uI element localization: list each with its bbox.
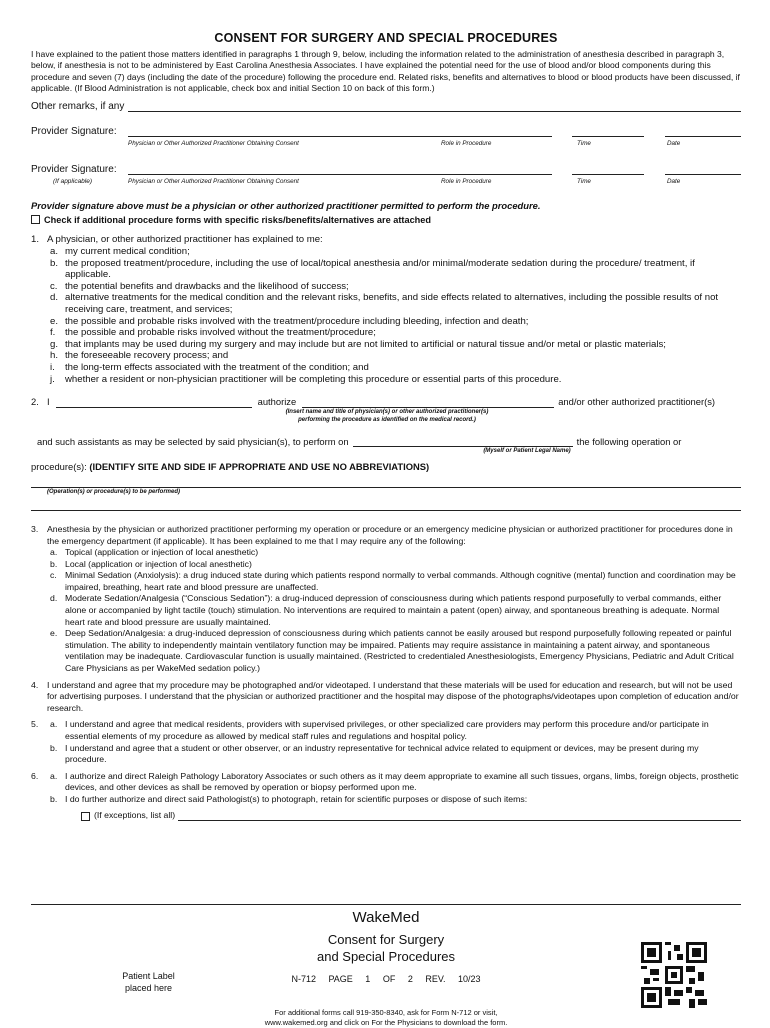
form-title-line-2: and Special Procedures [316,949,456,964]
caption-line-2: performing the procedure as identified on the medical record.) [298,416,476,423]
authorize-row [47,396,741,408]
list-marker: a. [50,719,58,730]
list-item-text: the possible and probable risks involved with the treatment/procedure including bleeding, infection and death; [65,315,529,327]
list-item [50,793,741,806]
section-3-list [47,547,741,675]
qr-code-icon [641,942,707,1008]
list-item-text: that implants may be used during my surgery and may include but are not limited to artificial or natural tissue and/or metal or plastic materials; [65,338,666,350]
intro-paragraph: I have explained to the patient those matters identified in paragraphs 1 through 9, below, including the information related to the administration of anesthesia described in paragraph 3, below, if anesthesia is not to be administered by East Carolina Anesthesia Associates. I have explained the potential need for the use of blood and/or blood components during this procedure and seven (7) days (including the date of the procedure) following the procedure end. Related risks, benefits and alternatives to blood or blood products have been discussed, if applicable. (If Blood Administration is not applicable, check box and initial Section 10 on back of this form.) [31,49,740,94]
list-marker: b. [50,558,58,569]
date-caption-2: Date [667,178,681,186]
consent-form-page [31,30,741,1027]
list-item-text: I understand and agree that a student or other observer, or an industry representative for technical advice related to equipment or devices, may be present during my procedure. [65,742,699,765]
section-4 [31,680,741,715]
list-item [50,350,741,362]
list-marker: a. [50,770,58,781]
provider-signature-1 [31,126,741,156]
physician-name-caption [237,408,537,424]
other-remarks-field[interactable] [128,101,741,112]
list-marker: c. [50,280,58,292]
date-caption: Date [667,140,681,148]
form-title: CONSENT FOR SURGERY AND SPECIAL PROCEDURES [214,31,558,45]
list-item-text: the foreseeable recovery process; and [65,350,229,362]
section-number: 5. [31,719,39,730]
section-1 [31,234,741,385]
additional-forms-checkbox[interactable] [31,215,40,224]
date-field-2[interactable] [665,164,741,175]
list-marker: b. [50,257,59,269]
list-item [50,315,741,328]
following-label: the following operation or [576,435,682,447]
other-remarks-label: Other remarks, if any [31,100,125,112]
provider-note: Provider signature above must be a physician or other authorized practitioner permitted to perform the procedure. [31,200,541,212]
time-caption-2: Time [577,178,591,186]
list-item [50,373,741,386]
procedures-field-1[interactable] [31,477,741,488]
list-item-text: the proposed treatment/procedure, including the use of local/topical anesthesia and/or minimal/moderate sedation during the procedure/ treatment, if applicable. [65,257,695,281]
role-caption: Role in Procedure [441,140,492,148]
list-marker: e. [50,628,58,639]
procedures-field-2[interactable] [31,500,741,511]
brand-name: WakeMed [352,909,420,926]
form-meta: N-712 PAGE 1 OF 2 REV. 10/23 [291,974,481,984]
list-marker: d. [50,292,59,304]
list-item-text: the possible and probable risks involved without the treatment/procedure; [65,327,376,339]
exceptions-checkbox[interactable] [81,812,90,821]
patient-label-line-1: Patient Label [122,971,175,981]
exceptions-field[interactable] [178,810,741,821]
procedures-caption: (Operation(s) or procedure(s) to be performed) [47,488,181,495]
section-number: 2. [31,396,39,408]
list-item-text: alternative treatments for the medical condition and the relevant risks, benefits, and side effects related to alternatives, including the possible results of not receiving care, treatment, and services; [65,292,719,315]
list-item-text: whether a resident or non-physician practitioner will be completing this procedure or essential parts of this procedure. [65,373,562,385]
exceptions-row [81,810,741,822]
list-item [50,361,741,374]
address-line-1: For additional forms call 919-350-8340, ask for Form N-712 or visit, [274,1008,498,1017]
list-marker: f. [50,327,56,339]
list-marker: a. [50,547,58,558]
physician-caption-2: Physician or Other Authorized Practitioner Obtaining Consent [128,178,299,186]
list-item-text: the potential benefits and drawbacks and the likelihood of success; [65,280,349,292]
list-item [50,742,741,766]
address-line-2: www.wakemed.org and click on For the Physicians to download the form. [264,1018,508,1027]
section-number: 4. [31,679,39,690]
date-field[interactable] [665,126,741,137]
section-6-list [47,771,741,806]
list-item-text: Deep Sedation/Analgesia: a drug-induced depression of consciousness during which patients cannot be easily aroused but respond purposefully following repeated or painful stimulation. The ability to independently maintain ventilatory function may be impaired. Patients may require assistance in maintaining a patent airway, and spontaneous ventilation may be inadequate. Cardiovascular function is usually maintained. (Restricted to credentialed Anesthesiologists, Emergency Physicians, Pediatric and Adult Critical Care Physicians as per WakeMed sedation policy.) [65,628,734,674]
section-5 [31,719,741,765]
physician-signature-field-2[interactable] [128,164,552,175]
list-marker: j. [50,373,55,385]
i-label: I [47,396,50,408]
list-item [50,327,741,339]
procedures-row [31,461,741,473]
list-item [50,280,741,293]
patient-label-area [101,970,196,994]
provider-signature-2 [31,164,741,194]
list-item [50,628,741,674]
list-item [50,570,741,593]
form-brand-block [281,908,491,986]
list-item-text: my current medical condition; [65,246,190,257]
provider-signature-label: Provider Signature: [31,126,117,138]
time-field-2[interactable] [572,164,644,175]
myself-field[interactable] [353,436,573,447]
additional-forms-label: Check if additional procedure forms with specific risks/benefits/alternatives are attached [44,214,432,225]
procedures-label: procedure(s): [31,461,87,473]
section-1-lead: A physician, or other authorized practitioner has explained to me: [47,234,323,246]
list-marker: h. [50,350,59,362]
section-4-text: I understand and agree that my procedure may be photographed and/or videotaped. I understand that these materials will be used for education and research, but will not be used for advertising purposes. I understand that the physician or authorized practitioner and the hospital may dispose of the photographs/videotapes upon completion of education and/or research. [47,679,739,713]
list-item [50,246,741,258]
section-number: 3. [31,523,39,534]
time-field[interactable] [572,126,644,137]
patient-label-line-2: placed here [124,983,173,993]
list-item-text: Minimal Sedation (Anxiolysis): a drug induced state during which patients respond normally to verbal commands. Although cognitive (mental) function and coordination may be impaired, breathing, heart rate and blood pressure are unaffected. [65,570,736,592]
patient-name-field[interactable] [56,397,252,408]
list-item-text: the long-term effects associated with the treatment of the condition; and [65,361,369,373]
list-item [50,547,741,559]
myself-caption: (Myself or Patient Legal Name) [483,448,571,455]
physician-signature-field[interactable] [128,126,552,137]
section-3-lead: Anesthesia by the physician or authorized practitioner performing my operation or procedure or an emergency medicine physician or authorized practitioner for procedures done in the emergency department (if applicable). It has been explained to me that I may require any of the following: [47,523,733,546]
list-item [50,338,741,351]
section-6 [31,771,741,821]
assistants-label: and such assistants as may be selected by said physician(s), to perform on [37,435,349,447]
physician-caption: Physician or Other Authorized Practitioner Obtaining Consent [128,140,299,148]
section-5-list [47,719,741,765]
section-number: 6. [31,770,39,781]
list-item-text: Local (application or injection of local anesthetic) [65,558,252,569]
list-marker: b. [50,793,58,804]
if-applicable-note: (If applicable) [53,178,93,186]
list-item [50,719,741,742]
form-title-line-1: Consent for Surgery [327,932,445,947]
provider-signature-label-2: Provider Signature: [31,164,117,176]
list-item [50,558,741,571]
list-marker: c. [50,570,57,581]
footer-address [206,1008,566,1028]
list-item-text: I do further authorize and direct said Pathologist(s) to photograph, retain for scientific purposes or dispose of such items: [65,793,528,804]
footer-divider [31,904,741,905]
list-marker: g. [50,338,59,350]
assistants-row [37,436,741,448]
section-3 [31,524,741,675]
procedures-instruction: (IDENTIFY SITE AND SIDE IF APPROPRIATE AND USE NO ABBREVIATIONS) [89,461,430,473]
list-item-text: Topical (application or injection of local anesthetic) [65,547,259,558]
time-caption: Time [577,140,591,148]
other-remarks-row [31,101,741,113]
additional-forms-check [31,215,741,227]
list-item [50,292,741,315]
list-item [50,770,741,794]
section-number: 1. [31,234,40,246]
section-2 [31,396,741,511]
exceptions-label: (If exceptions, list all) [94,809,176,820]
section-1-list [47,246,741,385]
list-item-text: I authorize and direct Raleigh Pathology Laboratory Associates or such others as it may deem appropriate to examine all such tissues, organs, limbs, foreign objects, prosthetic devices, and other devices as shall be removed by operation or biopsy performed upon me. [65,770,739,793]
list-item-text: I understand and agree that medical residents, providers with supervised privileges, or other specialized care providers may perform this procedure and/or participate in essential elements of my procedure as allowed by medical staff rules and regulations and hospital policy. [65,719,709,741]
list-item [50,257,741,281]
list-marker: d. [50,593,58,604]
authorize-label: authorize [257,396,297,408]
list-marker: i. [50,361,55,373]
list-marker: a. [50,246,59,257]
caption-line-1: (Insert name and title of physician(s) or other authorized practitioner(s) [285,408,489,415]
physician-name-field[interactable] [302,397,554,408]
role-caption-2: Role in Procedure [441,178,492,186]
list-marker: e. [50,315,59,327]
list-item-text: Moderate Sedation/Analgesia (“Conscious Sedation”): a drug-induced depression of consciousness during which patients respond purposefully to verbal commands, either alone or accompanied by light tactile (touch) stimulation. No interventions are required to maintain a patent (open) airway, and spontaneous breathing is adequate. Normal heart rate and blood pressure are usually maintained. [65,593,722,627]
and-or-label: and/or other authorized practitioner(s) [558,396,716,408]
list-item [50,593,741,628]
list-marker: b. [50,742,58,753]
